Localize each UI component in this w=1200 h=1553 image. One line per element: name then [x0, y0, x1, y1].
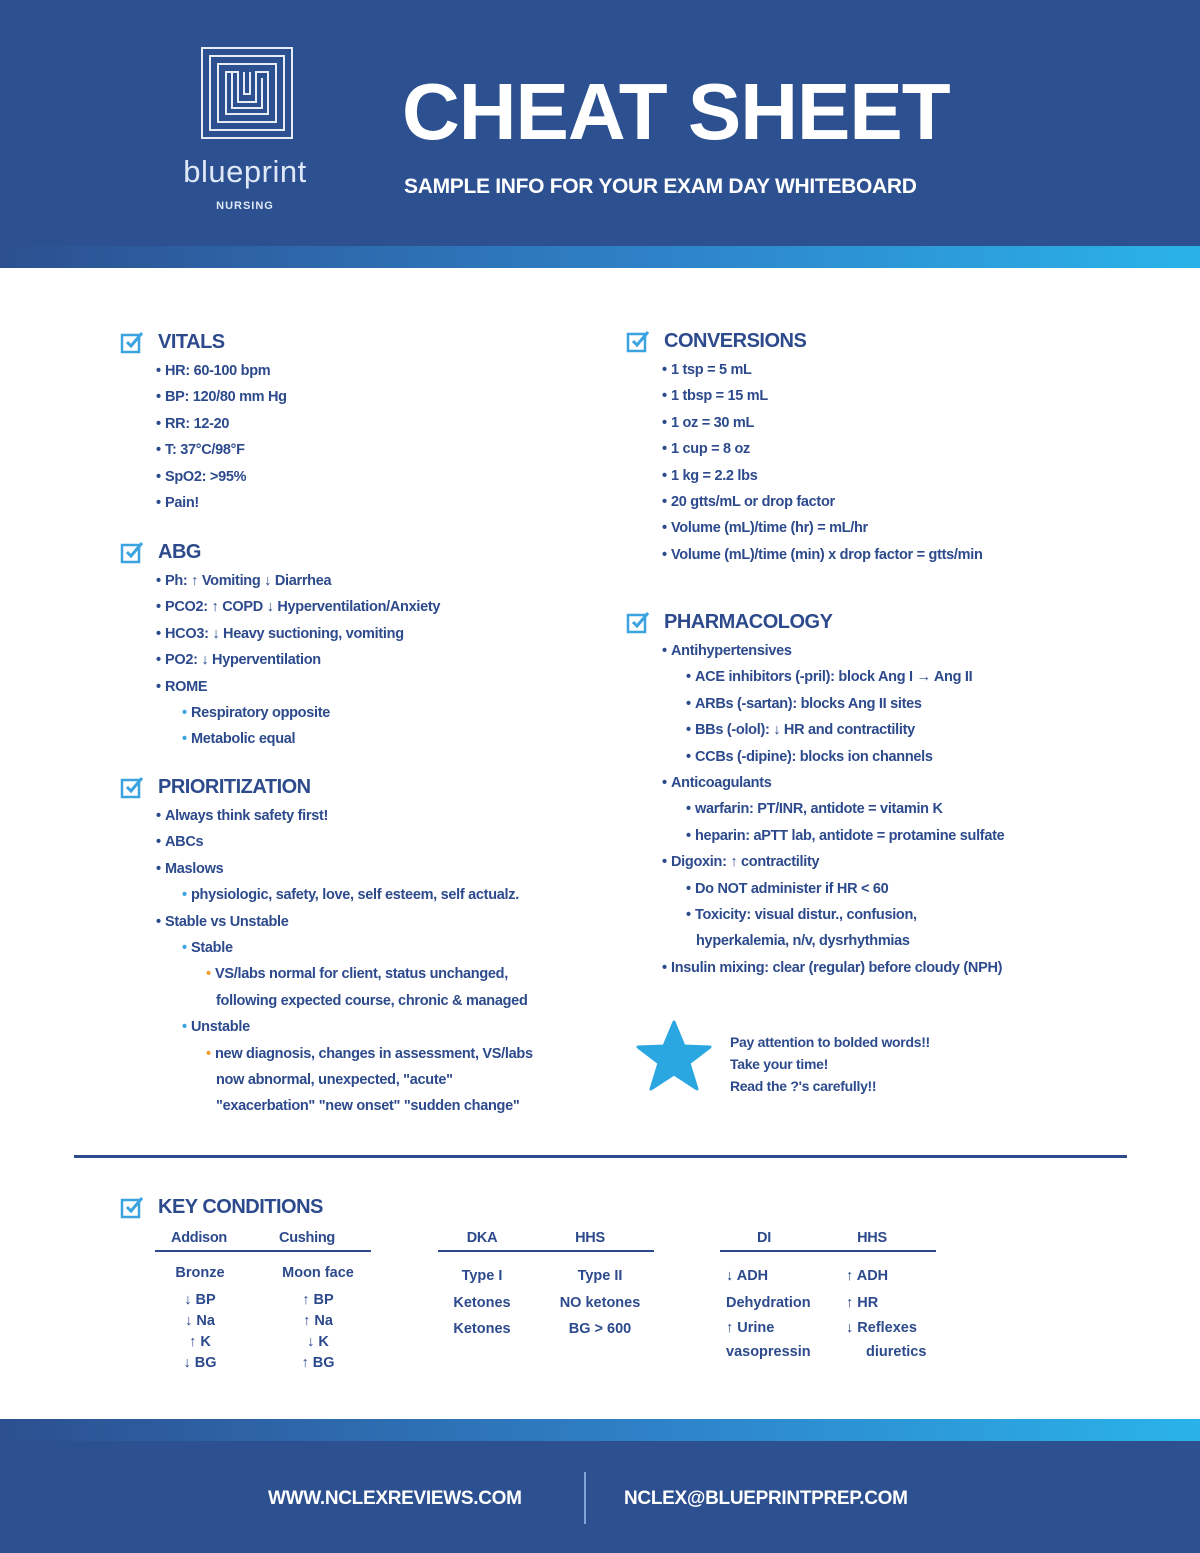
table-cell: ↓ ADH: [726, 1268, 769, 1284]
website-link[interactable]: WWW.NCLEXREVIEWS.COM: [268, 1488, 522, 1509]
table-cell: ↓ Na: [185, 1313, 215, 1329]
section-title: CONVERSIONS: [664, 329, 807, 352]
list-item: • HR: 60-100 bpm: [156, 363, 271, 379]
footer-divider: [584, 1472, 586, 1524]
list-item: • Antihypertensives: [662, 643, 792, 659]
brand-subtitle: NURSING: [216, 200, 274, 212]
table-cell: ↑ ADH: [846, 1268, 889, 1284]
table-cell: ↑ BP: [302, 1292, 334, 1308]
list-item: • 20 gtts/mL or drop factor: [662, 494, 835, 511]
list-item: • ARBs (-sartan): blocks Ang II sites: [686, 695, 922, 712]
column-header: Cushing: [279, 1230, 335, 1246]
list-item: • Volume (mL)/time (hr) = mL/hr: [662, 520, 868, 537]
list-item: • Respiratory opposite: [182, 705, 331, 722]
list-item: • PCO2: ↑ COPD ↓ Hyperventilation/Anxiety: [156, 599, 441, 616]
list-item: • 1 oz = 30 mL: [662, 414, 755, 431]
addison-cushing-table: [155, 1230, 371, 1252]
section-title: ABG: [158, 540, 201, 563]
list-item: • warfarin: PT/INR, antidote = vitamin K: [686, 801, 943, 818]
table-cell: BG > 600: [568, 1321, 632, 1337]
table-cell: diuretics: [866, 1344, 927, 1360]
table-cell: ↑ HR: [846, 1294, 879, 1311]
table-cell: Ketones: [453, 1321, 511, 1337]
column-header: HHS: [857, 1230, 887, 1246]
list-item: • Ph: ↑ Vomiting ↓ Diarrhea: [156, 573, 332, 589]
list-item: • HCO3: ↓ Heavy suctioning, vomiting: [156, 625, 404, 642]
list-item: • VS/labs normal for client, status unchanged,: [206, 966, 508, 983]
table-column: [160, 1263, 240, 1374]
checkbox-icon: [120, 775, 144, 799]
table-column: [440, 1263, 524, 1343]
list-item: now abnormal, unexpected, "acute": [216, 1072, 453, 1089]
list-item: • T: 37°C/98°F: [156, 442, 245, 459]
list-item: • Stable vs Unstable: [156, 913, 289, 930]
list-item: • Toxicity: visual distur., confusion,: [686, 907, 917, 924]
table-column: [726, 1263, 826, 1364]
list-item: • Pain!: [156, 495, 199, 512]
list-item: • 1 cup = 8 oz: [662, 441, 750, 458]
list-item: • Insulin mixing: clear (regular) before cloudy (NPH): [662, 959, 1003, 976]
section-divider: [74, 1155, 1127, 1158]
tip-text: Read the ?'s carefully!!: [730, 1078, 877, 1094]
list-item: • Unstable: [182, 1019, 250, 1036]
column-header: DI: [757, 1230, 771, 1246]
table-header: [438, 1230, 654, 1252]
page-title: CHEAT SHEET: [402, 67, 950, 156]
table-cell: ↓ BG: [183, 1355, 217, 1371]
list-item: • CCBs (-dipine): blocks ion channels: [686, 748, 933, 765]
abg-section: [120, 538, 440, 753]
page-footer: [0, 1441, 1200, 1553]
section-title: VITALS: [158, 330, 225, 353]
blueprint-logo-icon: [200, 46, 294, 140]
exam-tips: [730, 1031, 930, 1097]
email-link[interactable]: NCLEX@BLUEPRINTPREP.COM: [624, 1488, 908, 1509]
brand-name: blueprint: [183, 154, 307, 189]
checkbox-icon: [120, 1195, 144, 1219]
table-cell: Bronze: [175, 1265, 225, 1281]
table-header: [155, 1230, 371, 1252]
page-subtitle: SAMPLE INFO FOR YOUR EXAM DAY WHITEBOARD: [404, 175, 917, 198]
list-item: • PO2: ↓ Hyperventilation: [156, 652, 321, 669]
table-cell: ↓ BP: [184, 1292, 216, 1308]
list-item: • Always think safety first!: [156, 808, 329, 824]
header-accent-bar: [0, 246, 1200, 268]
list-item: • Volume (mL)/time (min) x drop factor = gtts/min: [662, 546, 983, 563]
table-column: [544, 1263, 656, 1343]
table-cell: ↑ K: [189, 1334, 211, 1350]
table-cell: Ketones: [453, 1294, 511, 1311]
list-item: • Maslows: [156, 860, 224, 877]
pharmacology-section: [626, 608, 1004, 981]
column-header: HHS: [575, 1230, 605, 1246]
checkbox-icon: [120, 540, 144, 564]
list-item: • Metabolic equal: [182, 731, 296, 748]
list-item: • BBs (-olol): ↓ HR and contractility: [686, 722, 915, 739]
table-cell: ↑ Urine: [726, 1320, 775, 1336]
list-item: • 1 tbsp = 15 mL: [662, 388, 768, 405]
table-cell: ↓ K: [307, 1334, 329, 1350]
list-item: • 1 kg = 2.2 lbs: [662, 467, 758, 484]
list-item: • heparin: aPTT lab, antidote = protamine sulfate: [686, 827, 1005, 844]
list-item: • new diagnosis, changes in assessment, VS/labs: [206, 1045, 533, 1062]
list-item: • Do NOT administer if HR < 60: [686, 880, 889, 897]
checkbox-icon: [120, 330, 144, 354]
list-item: • BP: 120/80 mm Hg: [156, 389, 287, 406]
section-title: KEY CONDITIONS: [158, 1195, 323, 1218]
column-header: DKA: [466, 1230, 498, 1246]
list-item: • Anticoagulants: [662, 775, 772, 792]
prioritization-section: [120, 773, 533, 1120]
section-title: PHARMACOLOGY: [664, 610, 833, 633]
list-item: • 1 tsp = 5 mL: [662, 362, 752, 378]
table-cell: Type I: [461, 1268, 503, 1284]
list-item: • Digoxin: ↑ contractility: [662, 854, 820, 871]
column-header: Addison: [171, 1230, 227, 1246]
section-title: PRIORITIZATION: [158, 775, 311, 798]
list-item: hyperkalemia, n/v, dysrhythmias: [696, 933, 910, 950]
table-cell: ↓ Reflexes: [846, 1320, 917, 1336]
checkbox-icon: [626, 329, 650, 353]
list-item: • ACE inhibitors (-pril): block Ang I → Ang II: [686, 669, 973, 686]
list-item: • physiologic, safety, love, self esteem, self actualz.: [182, 887, 519, 904]
table-column: [846, 1263, 946, 1364]
tip-text: Pay attention to bolded words!!: [730, 1034, 930, 1050]
table-cell: Moon face: [282, 1265, 354, 1281]
list-item: • ROME: [156, 678, 208, 695]
table-cell: ↑ BG: [301, 1355, 335, 1371]
table-cell: NO ketones: [559, 1294, 641, 1311]
table-column: [268, 1263, 368, 1374]
conversions-section: [626, 327, 983, 568]
checkbox-icon: [626, 610, 650, 634]
table-cell: vasopressin: [726, 1344, 811, 1360]
table-header: [720, 1230, 936, 1252]
star-icon: [636, 1020, 712, 1092]
table-cell: ↑ Na: [303, 1313, 333, 1329]
tip-text: Take your time!: [730, 1056, 828, 1072]
key-conditions-section: [120, 1193, 323, 1221]
list-item: • ABCs: [156, 834, 204, 851]
dka-hhs-table: [438, 1230, 654, 1252]
list-item: • Stable: [182, 940, 233, 957]
di-hhs-table: [720, 1230, 936, 1252]
list-item: "exacerbation" "new onset" "sudden change": [216, 1098, 520, 1115]
footer-accent-bar: [0, 1419, 1200, 1441]
table-cell: Type II: [577, 1268, 623, 1284]
list-item: • RR: 12-20: [156, 415, 230, 432]
list-item: following expected course, chronic & managed: [216, 992, 528, 1009]
table-cell: Dehydration: [726, 1294, 811, 1311]
vitals-section: [120, 328, 287, 516]
list-item: • SpO2: >95%: [156, 468, 247, 485]
